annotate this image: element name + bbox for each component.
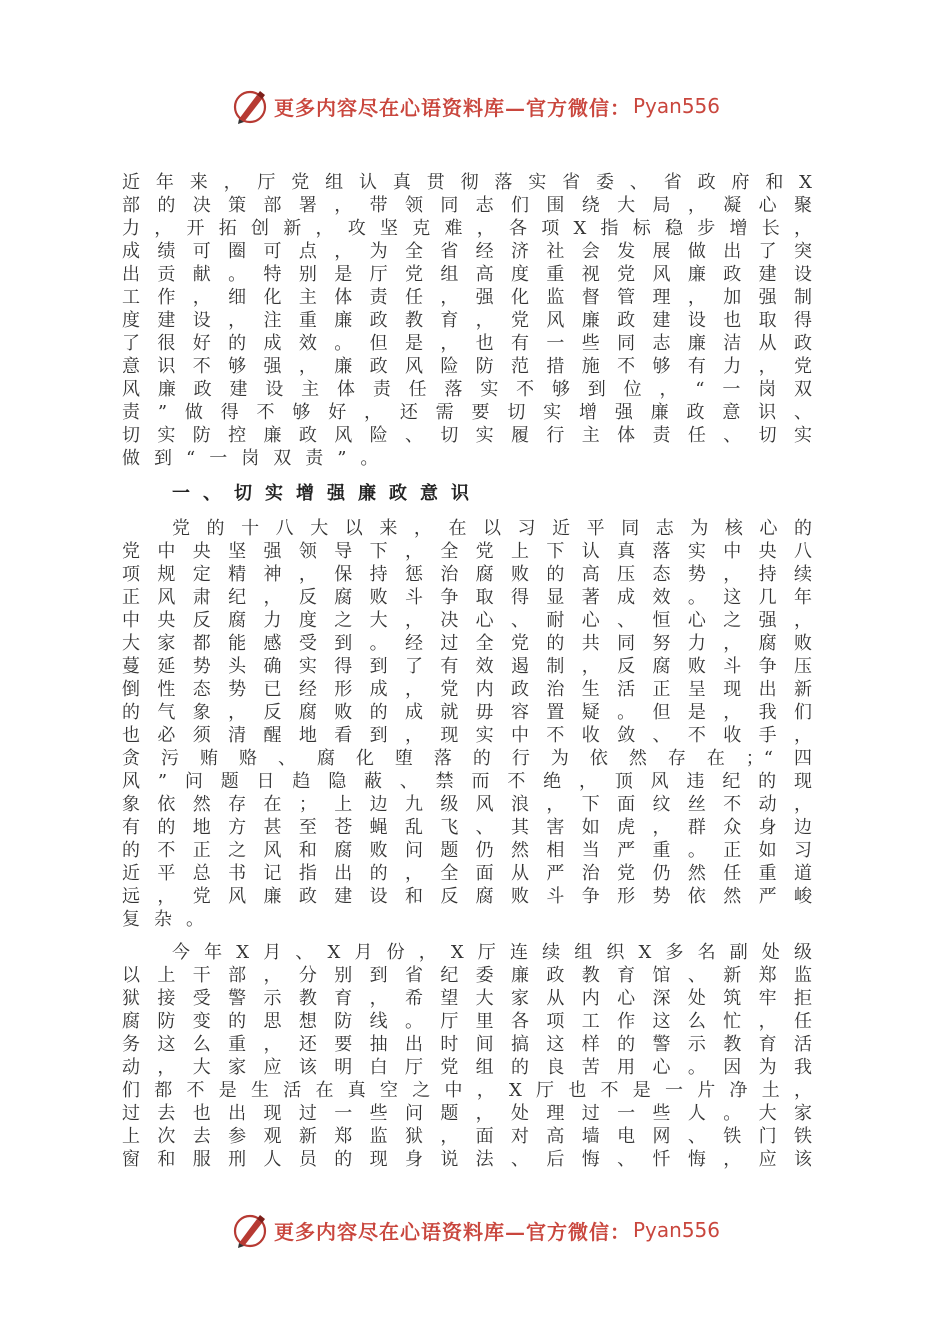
section-heading: 一、切实增强廉政意识	[172, 483, 482, 504]
banner-text: 更多内容尽在心语资料库—官方微信：	[273, 1219, 631, 1244]
text-line: 出贡献。特别是厅党组高度重视党风廉政建设	[122, 264, 812, 285]
banner-text: 更多内容尽在心语资料库—官方微信：	[273, 95, 631, 120]
text-line: 远，党风廉政建设和反腐败斗争形势依然严峻	[122, 886, 812, 907]
text-line: 意识不够强，廉政风险防范措施不够有力，党	[122, 356, 812, 377]
text-line: 风”问题日趋隐蔽、禁而不绝，顶风违纪的现	[122, 771, 812, 792]
text-line: 成绩可圈可点，为全省经济社会发展做出了突	[122, 241, 812, 262]
text-line: 窗和服刑人员的现身说法、后悔、忏悔，应该	[122, 1149, 812, 1170]
text-line: 以上干部，分别到省纪委廉政教育馆、新郑监	[122, 965, 812, 986]
text-line: 度建设，注重廉政教育，党风廉政建设也取得	[122, 310, 812, 331]
header-watermark-banner	[0, 84, 950, 128]
text-line: 的不正之风和腐败问题仍然相当严重。正如习	[122, 840, 812, 861]
paragraph-2	[122, 517, 812, 931]
document-body	[122, 171, 812, 1181]
text-line: 正风肃纪，反腐败斗争取得显著成效。这几年	[122, 587, 812, 608]
text-line: 项规定精神，保持惩治腐败的高压态势，持续	[122, 564, 812, 585]
text-line: 过去也出现过一些问题，处理过一些人。大家	[122, 1103, 812, 1124]
text-line: 贪污贿赂、腐化堕落的行为依然存在；“四	[122, 748, 812, 769]
text-line: 了很好的成效。但是，也有一些同志廉洁从政	[122, 333, 812, 354]
text-line: 力，开拓创新，攻坚克难，各项X指标稳步增长，	[122, 218, 812, 239]
banner-wechat-id: Pyan556	[632, 1218, 720, 1242]
text-line: 复杂。	[122, 909, 218, 930]
text-line: 们都不是生活在真空之中，X厅也不是一片净土，	[122, 1080, 812, 1101]
pen-logo-icon	[230, 86, 270, 126]
text-line: 倒性态势已经形成，党内政治生活正呈现出新	[122, 679, 812, 700]
text-line: 切实防控廉政风险、切实履行主体责任、切实	[122, 425, 812, 446]
text-line: 中央反腐力度之大，决心、耐心、恒心之强，	[122, 610, 812, 631]
text-line: 大家都能感受到。经过全党的共同努力，腐败	[122, 633, 812, 654]
text-line: 的气象，反腐败的成就毋容置疑。但是，我们	[122, 702, 812, 723]
banner-wechat-id: Pyan556	[632, 94, 720, 118]
footer-watermark-banner	[0, 1208, 950, 1252]
text-line: 党的十八大以来，在以习近平同志为核心的	[172, 518, 812, 539]
text-line: 近年来，厅党组认真贯彻落实省委、省政府和X	[122, 172, 812, 193]
text-line: 蔓延势头确实得到了有效遏制，反腐败斗争压	[122, 656, 812, 677]
text-line: 今年X月、X月份，X厅连续组织X多名副处级	[172, 942, 812, 963]
paragraph-3	[122, 941, 812, 1171]
text-line: 工作，细化主体责任，强化监督管理，加强制	[122, 287, 812, 308]
text-line: 上次去参观新郑监狱，面对高墙电网、铁门铁	[122, 1126, 812, 1147]
text-line: 近平总书记指出的，全面从严治党仍然任重道	[122, 863, 812, 884]
text-line: 责”做得不够好，还需要切实增强廉政意识、	[122, 402, 812, 423]
pen-logo-icon	[230, 1210, 270, 1250]
text-line: 腐防变的思想防线。厅里各项工作这么忙，任	[122, 1011, 812, 1032]
text-line: 动，大家应该明白厅党组的良苦用心。因为我	[122, 1057, 812, 1078]
text-line: 务这么重，还要抽出时间搞这样的警示教育活	[122, 1034, 812, 1055]
text-line: 做到“一岗双责”。	[122, 448, 393, 469]
text-line: 风廉政建设主体责任落实不够到位，“一岗双	[122, 379, 812, 400]
text-line: 象依然存在；上边九级风浪，下面纹丝不动，	[122, 794, 812, 815]
text-line: 也必须清醒地看到，现实中不收敛、不收手，	[122, 725, 812, 746]
text-line: 部的决策部署，带领同志们围绕大局，凝心聚	[122, 195, 812, 216]
text-line: 狱接受警示教育，希望大家从内心深处筑牢拒	[122, 988, 812, 1009]
text-line: 有的地方甚至苍蝇乱飞、其害如虎，群众身边	[122, 817, 812, 838]
paragraph-1	[122, 171, 812, 470]
text-line: 党中央坚强领导下，全党上下认真落实中央八	[122, 541, 812, 562]
